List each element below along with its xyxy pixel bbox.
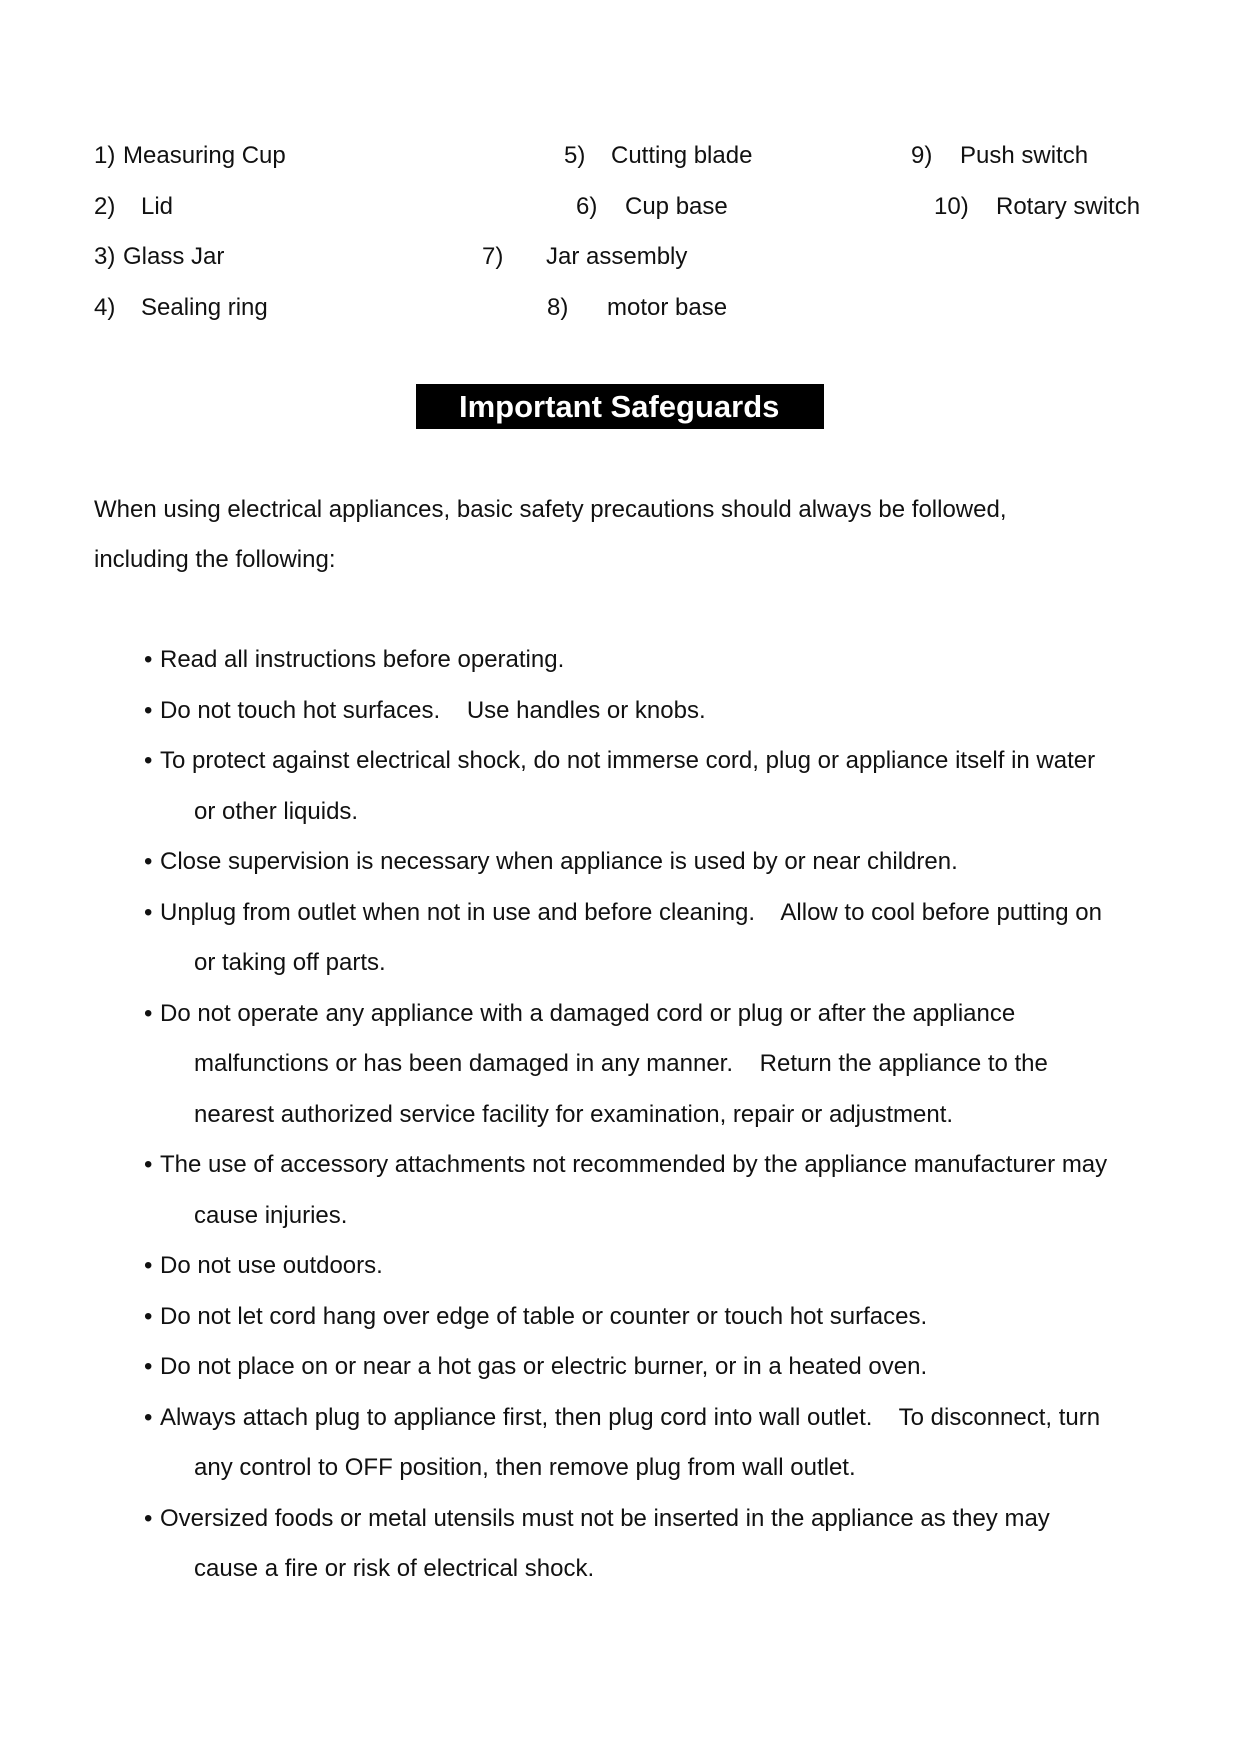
bullet-icon: • [144,1353,153,1380]
intro-line: including the following: [94,546,336,573]
bullet-icon: • [144,1403,153,1431]
safeguard-item: Do not operate any appliance with a damaged cord or plug or after the appliance [160,999,1016,1027]
section-title: Important Safeguards [459,389,780,424]
part-name: Cup base [625,193,728,220]
safeguard-item: Close supervision is necessary when appliance is used by or near children. [160,848,958,875]
safeguard-item-continuation: any control to OFF position, then remove plug from wall outlet. [194,1454,856,1481]
safeguard-item-continuation: or other liquids. [194,797,359,825]
safeguard-item: Always attach plug to appliance first, then plug cord into wall outlet. To disconnect, turn [160,1403,1101,1431]
safeguard-item-continuation: cause injuries. [194,1201,348,1229]
bullet-icon: • [144,646,153,673]
bullet-icon: • [144,1151,153,1178]
safeguard-item: Oversized foods or metal utensils must not be inserted in the appliance as they may [160,1504,1050,1532]
part-name: Push switch [960,142,1089,169]
part-name: motor base [607,294,728,321]
part-name: Lid [141,193,174,220]
part-number: 3) [94,243,116,270]
safeguard-item: The use of accessory attachments not recommended by the appliance manufacturer may [160,1151,1108,1178]
bullet-icon: • [144,999,153,1027]
safeguard-item: Do not use outdoors. [160,1252,383,1279]
bullet-icon: • [144,696,153,724]
intro-line: When using electrical appliances, basic safety precautions should always be followed, [94,496,1007,523]
part-number: 9) [911,142,933,169]
part-number: 4) [94,294,116,321]
safeguard-item-continuation: malfunctions or has been damaged in any manner. Return the appliance to the [194,1050,1048,1077]
part-number: 7) [482,243,504,270]
part-number: 10) [934,193,969,220]
safeguard-item-continuation: or taking off parts. [194,949,386,976]
part-number: 8) [547,294,569,321]
bullet-icon: • [144,1504,153,1532]
part-name: Sealing ring [141,294,268,321]
safeguard-item: To protect against electrical shock, do not immerse cord, plug or appliance itself in water [160,747,1096,774]
section-title-banner [416,384,824,429]
part-number: 1) [94,142,116,169]
safeguard-item: Do not place on or near a hot gas or electric burner, or in a heated oven. [160,1353,928,1380]
part-number: 6) [576,193,598,220]
bullet-icon: • [144,1302,153,1330]
bullet-icon: • [144,747,153,774]
safeguard-item-continuation: cause a fire or risk of electrical shock. [194,1555,595,1582]
safeguard-item: Unplug from outlet when not in use and before cleaning. Allow to cool before putting on [160,898,1102,926]
part-name: Rotary switch [996,193,1141,220]
safeguard-item-continuation: nearest authorized service facility for examination, repair or adjustment. [194,1100,954,1128]
bullet-icon: • [144,848,153,875]
bullet-icon: • [144,1252,153,1279]
part-name: Jar assembly [546,243,688,270]
part-number: 2) [94,193,116,220]
part-name: Measuring Cup [123,142,286,169]
part-number: 5) [564,142,586,169]
safeguard-item: Do not let cord hang over edge of table or counter or touch hot surfaces. [160,1302,928,1330]
part-name: Cutting blade [611,142,753,169]
safeguard-item: Do not touch hot surfaces. Use handles or knobs. [160,696,706,724]
part-name: Glass Jar [123,243,225,270]
safeguard-item: Read all instructions before operating. [160,646,565,673]
bullet-icon: • [144,898,153,926]
